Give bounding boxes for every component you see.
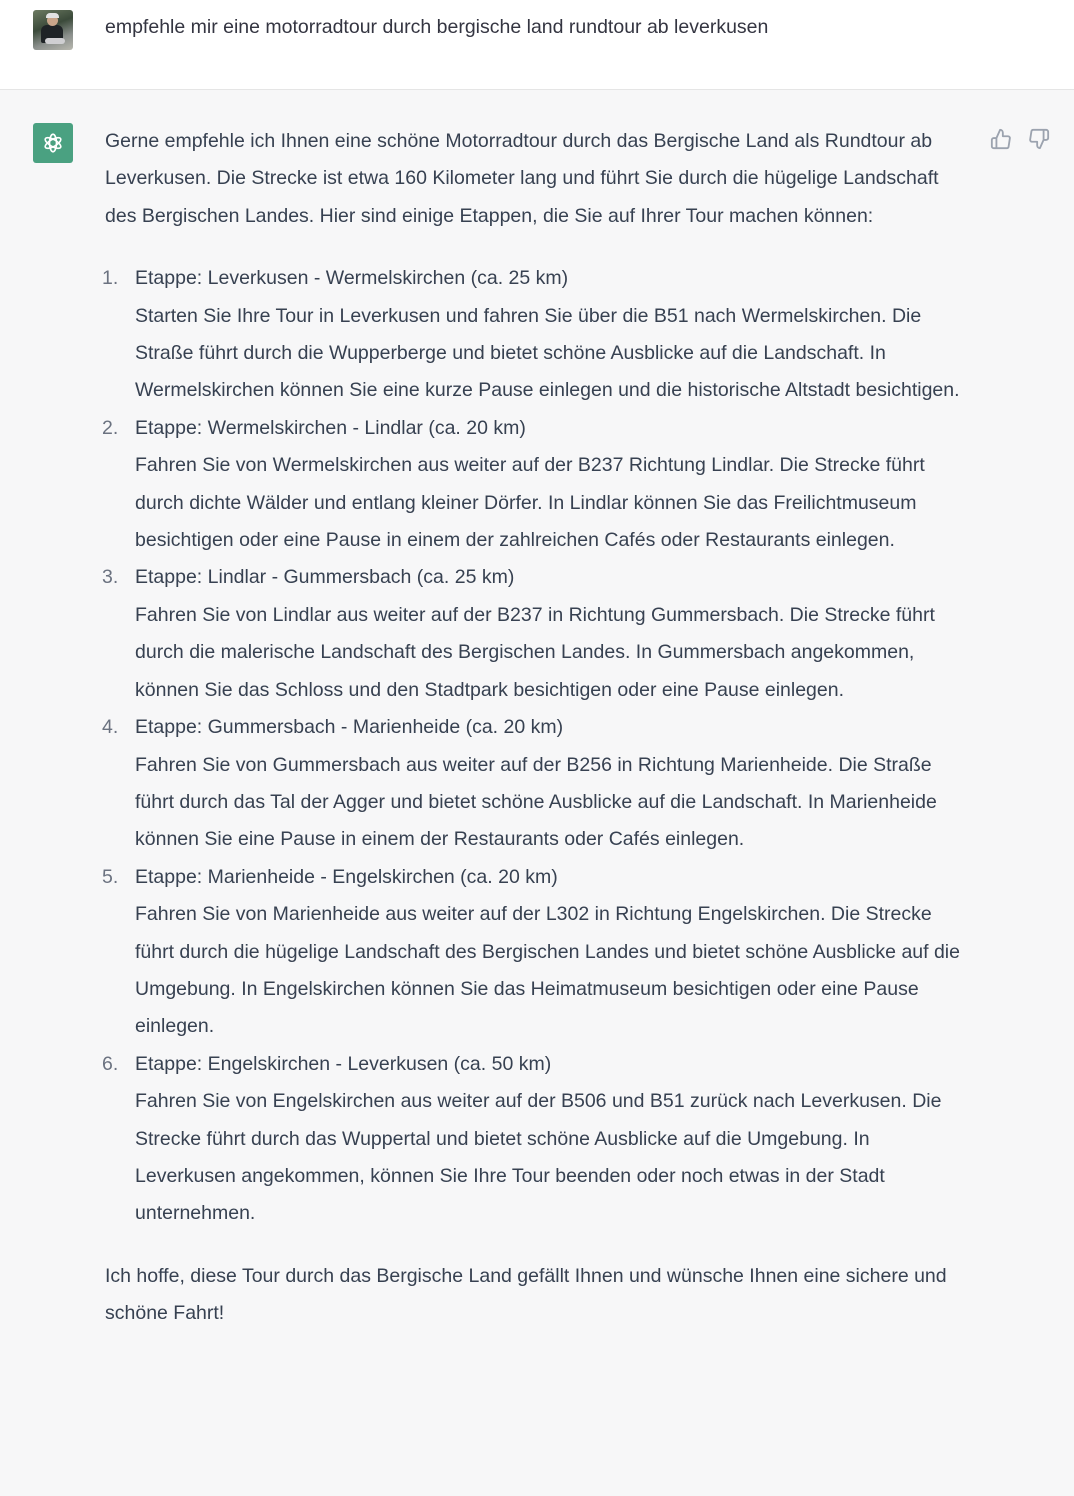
stage-item — [102, 709, 975, 859]
stage-number: 5. — [102, 865, 119, 888]
feedback-controls — [990, 128, 1050, 150]
thumbs-down-icon[interactable] — [1028, 128, 1050, 150]
stage-title: Etappe: Lindlar - Gummersbach (ca. 25 km) — [135, 566, 515, 589]
thumbs-up-icon[interactable] — [990, 128, 1012, 150]
openai-logo-icon — [33, 123, 73, 163]
stage-title: Etappe: Marienheide - Engelskirchen (ca. 20 km) — [135, 865, 558, 888]
assistant-message-content — [102, 123, 975, 1333]
stage-title: Etappe: Leverkusen - Wermelskirchen (ca. 25 km) — [135, 267, 569, 290]
stage-description: Starten Sie Ihre Tour in Leverkusen und fahren Sie über die B51 nach Wermelskirchen. Die Straße führt durch die Wupperberge und bietet schöne Ausblicke auf die Landschaft. In Wermelskirchen können Sie eine kurze Pause einlegen und die historische Altstadt besichtigen. — [135, 304, 960, 402]
stage-description: Fahren Sie von Marienheide aus weiter auf der L302 in Richtung Engelskirchen. Die Strecke führt durch die hügelige Landschaft des Bergischen Landes und bietet schöne Ausblicke auf die Umgebung. In Engelskirchen können Sie das Heimatmuseum besichtigen oder eine Pause einlegen. — [135, 903, 960, 1038]
stage-item — [102, 410, 975, 560]
user-avatar — [33, 10, 73, 50]
stage-title: Etappe: Wermelskirchen - Lindlar (ca. 20 km) — [135, 416, 526, 439]
stage-item — [102, 559, 975, 709]
assistant-message — [0, 90, 1074, 1333]
stage-description: Fahren Sie von Engelskirchen aus weiter auf der B506 und B51 zurück nach Leverkusen. Die Strecke führt durch das Wuppertal und bietet schöne Ausblicke auf die Umgebung. In Leverkusen angekommen, können Sie Ihre Tour beenden oder noch etwas in der Stadt unternehmen. — [135, 1090, 942, 1225]
outro-paragraph: Ich hoffe, diese Tour durch das Bergische Land gefällt Ihnen und wünsche Ihnen eine sichere und schöne Fahrt! — [105, 1264, 947, 1325]
stage-number: 4. — [102, 716, 119, 739]
stage-title: Etappe: Engelskirchen - Leverkusen (ca. 50 km) — [135, 1052, 552, 1075]
stage-item — [102, 260, 975, 410]
user-message — [0, 0, 1074, 90]
stage-number: 3. — [102, 566, 119, 589]
intro-paragraph: Gerne empfehle ich Ihnen eine schöne Motorradtour durch das Bergische Land als Rundtour ab Leverkusen. Die Strecke ist etwa 160 Kilometer lang und führt Sie durch die hügelige Landschaft des Bergischen Landes. Hier sind einige Etappen, die Sie auf Ihrer Tour machen können: — [105, 130, 939, 227]
stage-item — [102, 1046, 975, 1233]
stage-number: 2. — [102, 416, 119, 439]
stage-list — [102, 260, 975, 1233]
stage-item — [102, 859, 975, 1046]
stage-number: 6. — [102, 1052, 119, 1075]
stage-description: Fahren Sie von Lindlar aus weiter auf der B237 in Richtung Gummersbach. Die Strecke führt durch die malerische Landschaft des Bergischen Landes. In Gummersbach angekommen, können Sie das Schloss und den Stadtpark besichtigen oder eine Pause einlegen. — [135, 603, 935, 701]
stage-title: Etappe: Gummersbach - Marienheide (ca. 20 km) — [135, 716, 564, 739]
user-message-text: empfehle mir eine motorradtour durch bergische land rundtour ab leverkusen — [105, 16, 769, 38]
stage-description: Fahren Sie von Gummersbach aus weiter auf der B256 in Richtung Marienheide. Die Straße führt durch das Tal der Agger und bietet schöne Ausblicke auf die Landschaft. In Marienheide können Sie eine Pause in einem der Restaurants oder Cafés einlegen. — [135, 753, 937, 851]
stage-number: 1. — [102, 267, 119, 290]
stage-description: Fahren Sie von Wermelskirchen aus weiter auf der B237 Richtung Lindlar. Die Strecke führt durch dichte Wälder und entlang kleiner Dörfer. In Lindlar können Sie das Freilichtmuseum besichtigen oder eine Pause in einem der zahlreichen Cafés oder Restaurants einlegen. — [135, 454, 925, 552]
